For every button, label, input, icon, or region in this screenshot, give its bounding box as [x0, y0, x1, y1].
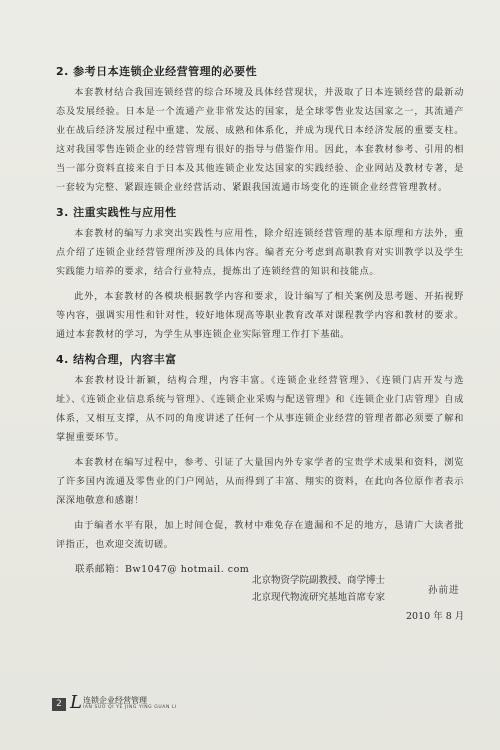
paragraph: 本套教材结合我国连锁经营的综合环境及具体经营现状，并汲取了日本连锁经营的最新动态及发展经验。日本是一个流通产业非常发达的国家，是全球零售业发达国家之一，其流通产业在战后经济发展过程中重建、发展、成熟和体系化，并成为现代日本经济发展的重要支柱。这对我国零售连锁企业的经营管理有很好的指导与借鉴作用。因此，本套教材参考、引用的相当一部分资料直接来自于日本及其他连锁企业发达国家的实践经验、企业网站及教材专著，是一套较为完整、紧跟连锁企业经营活动、紧跟我国流通市场变化的连锁企业经营管理教材。: [56, 88, 464, 193]
section-4: [56, 351, 464, 555]
signature-date: 2010 年 8 月: [406, 611, 465, 622]
book-title-pinyin: IAN SUO QI YE JING YING GUAN LI: [82, 705, 177, 710]
paragraph: 本套教材的编写力求突出实践性与应用性，除介绍连锁经营管理的基本原理和方法外，重点介绍了连锁企业经营管理所涉及的具体内容。编者充分考虑到高职教育对实训教学以及学生实践能力培养的要求，结合行业特点，提炼出了连锁经营的知识和技能点。: [56, 229, 464, 277]
section-heading: 4. 结构合理，内容丰富: [56, 353, 177, 366]
page-number: 2: [52, 698, 66, 711]
page-footer: [52, 692, 177, 713]
logo-text: [83, 696, 177, 711]
paragraph: 此外，本套教材的各模块根据教学内容和要求，设计编写了相关案例及思考题、开拓视野等内容，强调实用性和针对性，较好地体现高等职业教育改革对课程教学内容和教材的要求。通过本套教材的学习，为学生从事连锁企业实际管理工作打下基础。: [56, 292, 464, 340]
section-2: [56, 63, 464, 198]
paragraph: 本套教材设计新颖，结构合理，内容丰富。《连锁企业经营管理》、《连锁门店开发与选址》、《连锁企业信息系统与管理》、《连锁企业采购与配送管理》和《连锁企业门店管理》自成体系，又相互支撑，从不同的角度讲述了任何一个从事连锁企业经营的管理者都必须要了解和掌握重要环节。: [56, 376, 464, 443]
author-title-line1: 北京物资学院副教授、商学博士: [252, 575, 386, 586]
book-title: 连锁企业经营管理: [82, 696, 147, 705]
paragraph: 由于编者水平有限，加上时间仓促，教材中难免存在遗漏和不足的地方，恳请广大读者批评指正，也欢迎交流切磋。: [56, 521, 464, 550]
body-text: [56, 60, 464, 585]
author-name: 孙前进: [428, 585, 460, 596]
section-3: [56, 204, 464, 345]
logo-letter: L: [70, 692, 82, 713]
book-logo: [70, 692, 177, 713]
contact-email: 联系邮箱：Bw1047@ hotmail. com: [75, 564, 250, 575]
section-heading: 2. 参考日本连锁企业经营管理的必要性: [56, 65, 258, 78]
author-title-line2: 北京现代物流研究基地首席专家: [252, 592, 386, 603]
section-heading: 3. 注重实践性与应用性: [56, 206, 177, 219]
paragraph: 本套教材在编写过程中，参考、引证了大量国内外专家学者的宝贵学术成果和资料，浏览了许多国内流通及零售业的门户网站，从而得到了丰富、翔实的资料，在此向各位原作者表示深深地敬意和感谢！: [56, 458, 464, 506]
